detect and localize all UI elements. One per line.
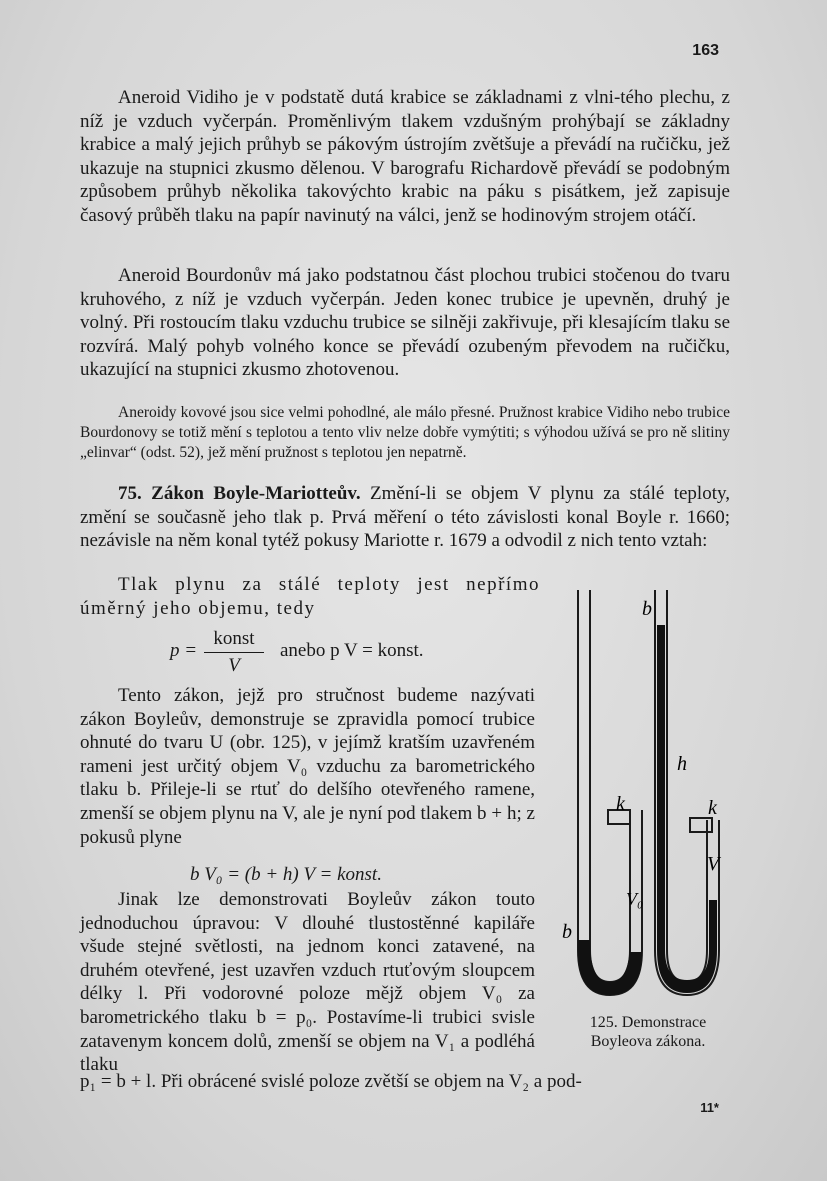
- section-title: 75. Zákon Boyle-Mariotteův.: [118, 483, 361, 504]
- figure-caption: 125. Demonstrace Boyleova zákona.: [589, 1014, 707, 1050]
- formula-lhs: p =: [170, 640, 198, 661]
- section-75-intro: [80, 482, 730, 553]
- boyle-formula: [170, 628, 530, 678]
- label-b-left: b: [562, 921, 572, 943]
- label-v: V: [707, 853, 720, 875]
- small-print-note: Aneroidy kovové jsou sice velmi pohodlné, ale málo přesné. Pružnost krabice Vidiho nebo trubice Bourdonovy se totiž mění s teplotou a tento vliv nelze dobře vymýtiti; s výhodou užívá se pro ně slitiny „elinvar“ (odst. 52), jež mění pružnost s teplotou jen nepatrně.: [80, 404, 730, 461]
- label-b-top: b: [642, 598, 652, 620]
- formula-denominator: V: [228, 655, 240, 676]
- label-k-left: k: [616, 793, 625, 815]
- paragraph-aneroid-bourdon: Aneroid Bourdonův má jako podstatnou část plochou trubici stočenou do tvaru kruhového, z níž je vzduch vyčerpán. Jeden konec trubice je upevněn, druhý je volný. Při rostoucím tlaku vzduchu trubice se silněji zakřivuje, při klesajícím tlaku se rozvírá. Malý pohyb volného konce se převádí ozubeným převodem na ručičku, ukazující na stupnici zkusmo zhotovenou.: [80, 265, 730, 381]
- label-v0: V₀: [626, 889, 644, 909]
- left-tube-inner-wall: [590, 590, 630, 982]
- formula-fraction: [204, 628, 264, 677]
- left-u-tube: [578, 590, 642, 995]
- fraction-bar: [204, 652, 264, 653]
- label-h: h: [677, 753, 687, 775]
- formula-numerator: konst: [213, 628, 255, 649]
- paragraph-continuation: p₁ = b + l. Při obrácené svislé poloze zvětší se objem na V₂ a pod-: [80, 1071, 582, 1092]
- law-statement: Tlak plynu za stálé teploty jest nepřímo úměrný jeho objemu, tedy: [80, 574, 540, 619]
- right-stopcock: [690, 818, 712, 832]
- paragraph-u-tube: Tento zákon, jejž pro stručnost budeme nazývati zákon Boyleův, demonstruje se zpravidla pomocí trubice ohnuté do tvaru U (obr. 125), v jejímž kratším uzavřeném rameni jest určitý objem V₀ vzduchu za barometrického tlaku b. Přileje-li se rtuť do delšího otevřeného ramene, zmenší se objem plynu na V, ale je nyní pod tlakem b + h; z pokusů plyne: [80, 685, 535, 848]
- signature-mark: 11*: [700, 1100, 719, 1115]
- paragraph-capillary: Jinak lze demonstrovati Boyleův zákon touto jednoduchou úpravou: V dlouhé tlustostěnné kapiláře všude stejné světlosti, na jednom konci zatavené, na druhém otevřené, jest uzavřen vzduch rtuťovým sloupcem délky l. Při vodorovné poloze mějž objem V₀ za barometrického tlaku b = p₀. Postavíme-li trubici svisle zatavenym koncem dolů, zmenší se objem na V₁ a podléhá tlaku: [80, 889, 535, 1076]
- formula-rhs: anebo p V = konst.: [280, 640, 424, 661]
- paragraph-aneroid-vidi: Aneroid Vidiho je v podstatě dutá krabice se základnami z vlni-tého plechu, z níž je vzduch vyčerpán. Proměnlivým tlakem vzdušným prohýbají se základny krabice a malý jejich průhyb se pákovým ústrojím zvětšuje a převádí na ručičku, jež ukazuje na stupnici zkusmo dělenou. V barografu Richardově převádí se podobným způsobem průhyb několika takovýchto krabic na páku s pisátkem, jež zapisuje časový průběh tlaku na papír navinutý na válci, jenž se hodinovým strojem otáčí.: [80, 87, 730, 226]
- label-k-right: k: [708, 797, 717, 819]
- u-tube-figure: [550, 570, 740, 1010]
- page-number: 163: [692, 42, 719, 59]
- section-intro-text: Změní-li se objem V plynu za stálé teploty, změní se současně jeho tlak p. Prvá měření o této závislosti konal Boyle r. 1660; nezávisle na něm konal tytéž pokusy Mariotte r. 1679 a odvodil z nich tento vztah:: [80, 483, 731, 552]
- equation-boyle-u-tube: b V₀ = (b + h) V = konst.: [190, 864, 382, 885]
- right-tube-inner-wall: [667, 590, 707, 982]
- left-tube-outer-wall: [578, 590, 642, 995]
